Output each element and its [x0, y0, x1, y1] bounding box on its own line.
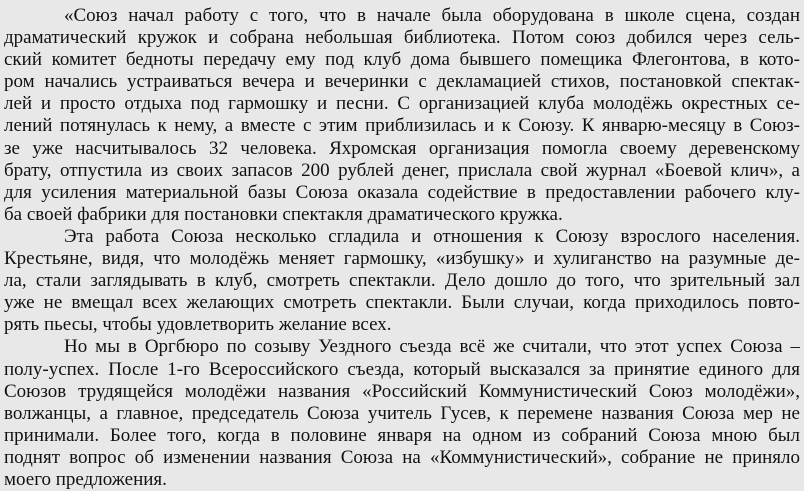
- text-line: ром начались устраиваться вечера и вечеринки с декламацией стихов, постановкой спектак-: [4, 71, 800, 93]
- text-line: Но мы в Оргбюро по созыву Уездного съезда всё же считали, что этот успех Союза –: [64, 336, 800, 358]
- text-line: поднят вопрос об изменении названия Союза на «Коммунистический», собрание не приняло: [4, 446, 800, 468]
- text-line: для усиления материальной базы Союза оказала содействие в предоставлении рабочего клу-: [4, 181, 800, 203]
- text-line: ский комитет бедноты передачу ему под клуб дома бывшего помещика Флегонтова, в кото-: [4, 49, 800, 71]
- text-line: «Союз начал работу с того, что в начале была оборудована в школе сцена, создан: [64, 5, 800, 26]
- text-line: брату, отпустила из своих запасов 200 рублей денег, прислала свой журнал «Боевой клич», а: [4, 159, 800, 181]
- text-line: лей и просто отдыха под гармошку и песни. С организацией клуба молодёжь окрестных се-: [4, 93, 800, 115]
- text-line: ба своей фабрики для постановки спектакля драматического кружка.: [4, 203, 563, 225]
- text-line: лений потянулась к нему, а вместе с этим приблизилась и к Союзу. К январю-месяцу в Союз-: [4, 115, 800, 137]
- text-line: Эта работа Союза несколько сгладила и отношения к Союзу взрослого населения.: [64, 225, 800, 247]
- text-line: волжанцы, а главное, председатель Союза учитель Гусев, к перемене названия Союза мер не: [4, 402, 800, 424]
- text-line: моего предложения.: [4, 468, 167, 490]
- text-line: Крестьяне, видя, что молодёжь меняет гармошку, «избушку» и хулиганство на разумные де-: [4, 248, 800, 270]
- paragraph-1: [4, 5, 800, 226]
- text-line: принимали. Более того, когда в половине января на одном из собраний Союза мною был: [4, 424, 800, 446]
- paragraph-3: [4, 336, 800, 491]
- text-line: полу-успех. После 1-го Всероссийского съезда, который высказался за принятие единого для: [4, 358, 800, 380]
- text-line: рять пьесы, чтобы удовлетворить желание всех.: [4, 314, 392, 336]
- text-line: зе уже насчитывалось 32 человека. Яхромская организация помогла своему деревенскому: [4, 137, 800, 159]
- text-line: драматический кружок и собрана небольшая библиотека. Потом союз добился через сель-: [4, 27, 800, 49]
- text-line: уже не вмещал всех желающих смотреть спектакли. Были случаи, когда приходилось повто-: [4, 292, 800, 314]
- text-line: Союзов трудящейся молодёжи названия «Российский Коммунистический Союз молодёжи»,: [4, 380, 800, 402]
- paragraph-2: [4, 226, 800, 336]
- text-line: ла, стали заглядывать в клуб, смотреть спектакли. Дело дошло до того, что зрительный зал: [4, 270, 800, 292]
